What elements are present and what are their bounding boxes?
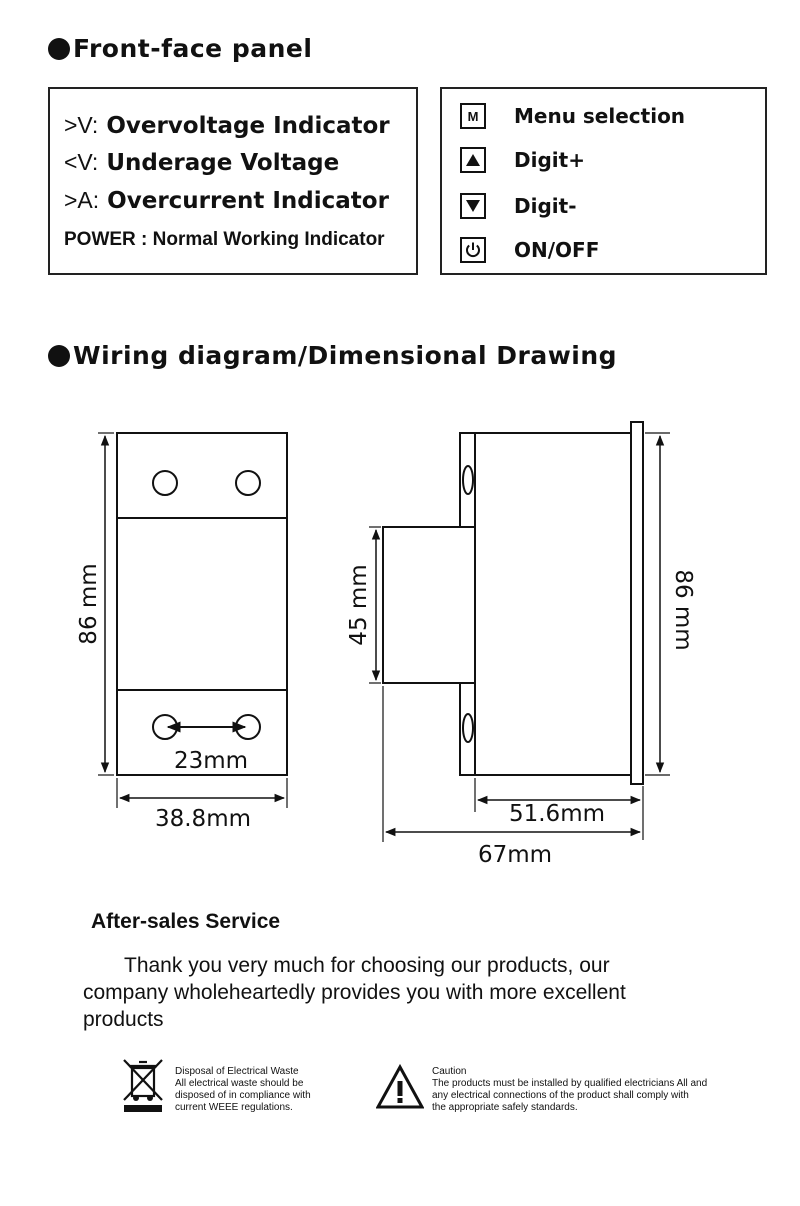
menu-selection-label: Menu selection — [514, 104, 686, 128]
warning-triangle-icon — [376, 1064, 424, 1115]
front-height-label: 86 mm — [76, 563, 102, 645]
front-view-body — [117, 433, 287, 775]
up-triangle-icon — [460, 147, 486, 173]
weee-crossed-bin-icon — [120, 1056, 166, 1119]
indicator-overvoltage: >V: Overvoltage Indicator — [64, 112, 390, 139]
digit-plus-label: Digit+ — [514, 148, 585, 172]
terminal-hole — [236, 471, 260, 495]
indicator-power: POWER : Normal Working Indicator — [64, 229, 385, 250]
caution-notice: Caution The products must be installed by qualified electricians All and any electrical connections of the product shall comply with the appropriate safely standards. — [432, 1066, 708, 1113]
button-row-onoff — [460, 237, 599, 263]
bullet-icon — [48, 345, 70, 367]
service-line-2: company wholeheartedly provides you with more excellent — [83, 981, 626, 1004]
button-row-digit-plus — [460, 147, 585, 173]
button-row-digit-minus — [460, 193, 577, 219]
side-height-label: 86 mm — [670, 569, 696, 651]
side-depth-total-label: 67mm — [477, 842, 553, 868]
weee-notice: Disposal of Electrical Waste All electrical waste should be disposed of in compliance with current WEEE regulations. — [175, 1066, 311, 1113]
digit-minus-label: Digit- — [514, 194, 577, 218]
onoff-label: ON/OFF — [514, 238, 600, 262]
service-title: After-sales Service — [91, 910, 281, 933]
wiring-heading — [48, 341, 617, 370]
indicator-box — [48, 87, 418, 275]
dimensional-drawing — [0, 400, 800, 880]
button-row-menu — [460, 103, 685, 129]
indicator-undervoltage: <V: Underage Voltage — [64, 149, 340, 176]
service-line-3: products — [83, 1008, 164, 1031]
menu-key-icon: M — [460, 103, 486, 129]
service-body — [83, 952, 783, 1033]
terminal-hole — [153, 471, 177, 495]
bullet-icon — [48, 38, 70, 60]
front-width-label: 38.8mm — [154, 806, 252, 832]
din-rail-clip — [631, 422, 643, 784]
service-line-1: Thank you very much for choosing our products, our — [124, 954, 610, 977]
front-panel-title: Front-face panel — [73, 34, 313, 63]
hole-spacing-label: 23mm — [173, 748, 249, 774]
side-view-body — [383, 433, 631, 775]
buttons-box — [440, 87, 767, 275]
indicator-overcurrent: >A: Overcurrent Indicator — [64, 187, 389, 214]
down-triangle-icon — [460, 193, 486, 219]
side-depth-inner-label: 51.6mm — [508, 801, 606, 827]
side-mid-height-label: 45 mm — [346, 564, 372, 646]
wiring-title: Wiring diagram/Dimensional Drawing — [73, 341, 618, 370]
power-icon — [460, 237, 486, 263]
front-panel-heading — [48, 34, 312, 63]
